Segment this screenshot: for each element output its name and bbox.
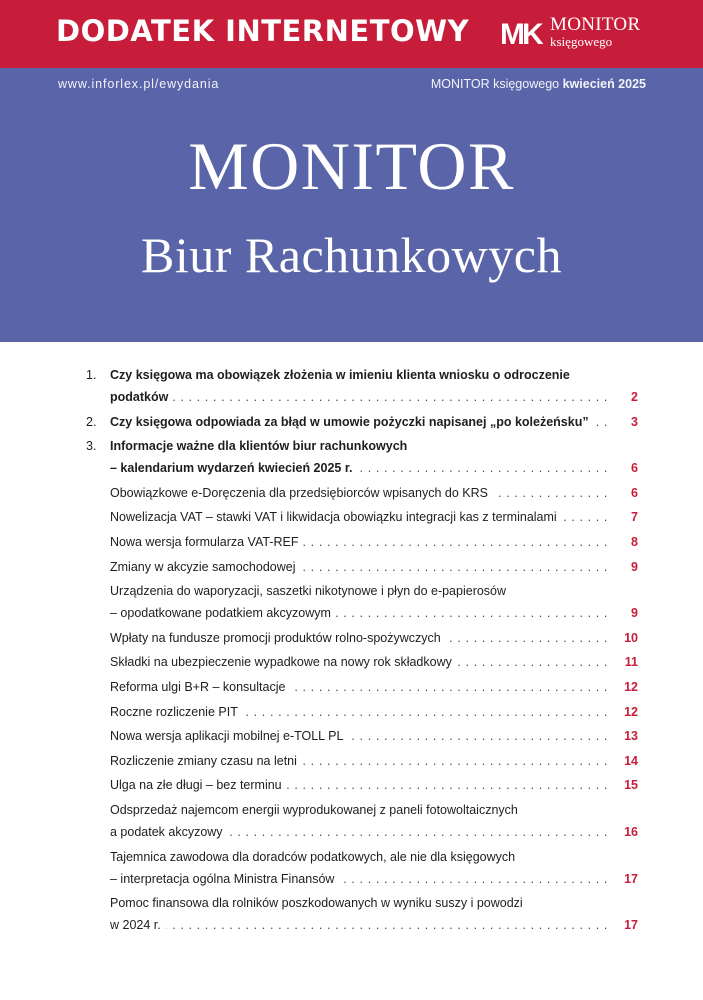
toc-entry-text: – interpretacja ogólna Ministra Finansów — [110, 872, 339, 886]
toc-entry-text: Odsprzedaż najemcom energii wyprodukowanej z paneli fotowoltaicznych — [110, 802, 518, 817]
toc-entry-text: Ulga na złe długi – bez terminu — [110, 778, 287, 792]
publication-title: MONITOR — [188, 128, 515, 204]
toc-entry[interactable] — [0, 774, 703, 799]
toc-page-number: 7 — [631, 510, 638, 525]
toc-entry-title — [110, 531, 608, 553]
toc-entry-title — [110, 725, 608, 747]
toc-entry[interactable] — [0, 701, 703, 726]
toc-entry-text: Obowiązkowe e-Doręczenia dla przedsiębiorców wpisanych do KRS — [110, 486, 493, 500]
toc-entry-title — [110, 506, 608, 528]
toc-entry-text: Czy księgowa odpowiada za błąd w umowie pożyczki napisanej „po koleżeńsku” — [110, 415, 594, 429]
toc-entry[interactable] — [0, 364, 703, 411]
toc-entry-text: Nowa wersja formularza VAT-REF — [110, 535, 303, 549]
toc-entry-title — [110, 651, 608, 673]
toc-page-number: 12 — [624, 679, 638, 694]
toc-entry-text: Informacje ważne dla klientów biur rachunkowych — [110, 439, 408, 454]
toc-page-number: 13 — [624, 729, 638, 744]
toc-entry-title — [110, 892, 608, 914]
toc-entry-title — [110, 750, 608, 772]
supplement-label: DODATEK INTERNETOWY — [56, 14, 470, 48]
toc-entry-title — [110, 676, 608, 698]
toc-entry[interactable] — [0, 676, 703, 701]
toc-entry-title — [110, 386, 608, 408]
toc-page-number: 6 — [631, 485, 638, 500]
brand-name: MONITOR — [550, 14, 641, 35]
toc-page-number: 17 — [624, 918, 638, 933]
toc-entry-text: Zmiany w akcyzie samochodowej — [110, 560, 301, 574]
top-banner — [0, 0, 703, 68]
toc-entry-text: Roczne rozliczenie PIT — [110, 705, 243, 719]
issue-publication: MONITOR księgowego — [430, 77, 560, 91]
toc-page-number: 2 — [631, 390, 638, 404]
toc-entry-title — [110, 411, 608, 433]
toc-entry[interactable] — [0, 506, 703, 531]
toc-page-number: 6 — [631, 461, 638, 476]
toc-entry-text: Rozliczenie zmiany czasu na letni — [110, 754, 302, 768]
toc-entry-text: Reforma ulgi B+R – konsultacje — [110, 680, 290, 694]
brand-sub: księgowego — [550, 34, 613, 49]
toc-page-number: 14 — [624, 753, 638, 768]
toc-entry-title — [110, 457, 608, 479]
toc-page-number: 3 — [631, 414, 638, 429]
toc-entry-text: Pomoc finansowa dla rolników poszkodowanych w wyniku suszy i powodzi — [110, 896, 523, 911]
toc-entry-title — [110, 627, 608, 649]
toc-page-number: 16 — [624, 824, 638, 839]
toc-page-number: 10 — [624, 630, 638, 645]
toc-page-number: 12 — [624, 704, 638, 719]
toc-entry-title — [110, 868, 608, 890]
toc-entry-title — [110, 846, 608, 868]
toc-entry[interactable] — [0, 580, 703, 627]
toc-entry[interactable] — [0, 435, 703, 482]
toc-entry[interactable] — [0, 411, 703, 436]
toc-entry-text: Wpłaty na fundusze promocji produktów rolno-spożywczych — [110, 631, 446, 645]
toc-page-number: 17 — [624, 871, 638, 886]
table-of-contents — [0, 364, 703, 939]
toc-page-number: 11 — [624, 655, 638, 670]
title-band — [0, 68, 703, 342]
toc-entry-title — [110, 435, 608, 457]
toc-entry[interactable] — [0, 627, 703, 652]
toc-entry-title — [110, 364, 608, 386]
toc-entry-text: Urządzenia do waporyzacji, saszetki nikotynowe i płyn do e-papierosów — [110, 584, 507, 599]
toc-entry-title — [110, 914, 608, 936]
toc-entry-text: a podatek akcyzowy — [110, 825, 228, 839]
toc-entry[interactable] — [0, 556, 703, 581]
publication-subtitle: Biur Rachunkowych — [141, 227, 562, 283]
toc-entry-text: – opodatkowane podatkiem akcyzowym — [110, 606, 336, 620]
toc-entry-number: 3. — [86, 439, 97, 454]
svg-text:MK: MK — [500, 18, 541, 48]
website-link[interactable]: www.inforlex.pl/ewydania — [58, 77, 220, 91]
toc-entry-text: podatków — [110, 390, 173, 404]
toc-entry-title — [110, 821, 608, 843]
toc-entry[interactable] — [0, 725, 703, 750]
toc-entry-text: – kalendarium wydarzeń kwiecień 2025 r. — [110, 461, 358, 475]
toc-entry-title — [110, 482, 608, 504]
toc-entry-title — [110, 580, 608, 602]
toc-entry-text: Tajemnica zawodowa dla doradców podatkowych, ale nie dla księgowych — [110, 849, 516, 864]
toc-entry-number: 1. — [86, 368, 97, 382]
toc-entry-title — [110, 799, 608, 821]
toc-entry-text: w 2024 r. — [110, 918, 166, 932]
toc-entry[interactable] — [0, 531, 703, 556]
toc-entry-text: Czy księgowa ma obowiązek złożenia w imieniu klienta wniosku o odroczenie — [110, 368, 570, 382]
toc-entry-text: Składki na ubezpieczenie wypadkowe na nowy rok składkowy — [110, 655, 457, 669]
toc-entry-title — [110, 701, 608, 723]
toc-page-number: 15 — [624, 778, 638, 793]
toc-entry-title — [110, 556, 608, 578]
brand-mark-icon — [500, 16, 544, 48]
toc-entry-text: Nowelizacja VAT – stawki VAT i likwidacja obowiązku integracji kas z terminalami — [110, 510, 562, 524]
toc-entry-text: Nowa wersja aplikacji mobilnej e-TOLL PL — [110, 729, 348, 743]
toc-entry-title — [110, 774, 608, 796]
toc-entry[interactable] — [0, 846, 703, 893]
issue-info — [431, 77, 646, 91]
toc-entry[interactable] — [0, 799, 703, 846]
toc-page-number: 9 — [631, 559, 638, 574]
toc-entry[interactable] — [0, 482, 703, 507]
toc-page-number: 8 — [631, 534, 638, 549]
toc-entry[interactable] — [0, 651, 703, 676]
issue-date: kwiecień 2025 — [562, 77, 646, 91]
toc-entry[interactable] — [0, 750, 703, 775]
toc-entry-number: 2. — [86, 414, 97, 429]
toc-entry-title — [110, 602, 608, 624]
toc-page-number: 9 — [631, 606, 638, 621]
toc-entry[interactable] — [0, 892, 703, 939]
